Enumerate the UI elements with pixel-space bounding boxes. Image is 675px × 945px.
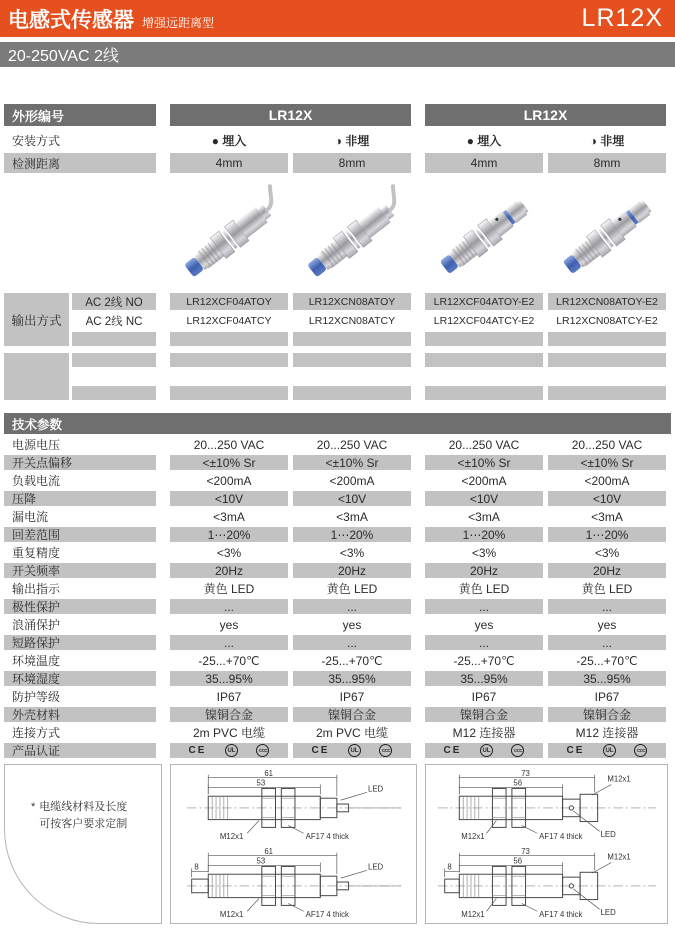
part-number: LR12XCF04ATOY <box>170 293 288 310</box>
spec-value: 1⋯20% <box>548 527 666 542</box>
led-label: LED <box>368 862 384 872</box>
shape-header-row <box>4 104 671 126</box>
spec-value: ... <box>548 599 666 614</box>
ul-mark-icon: UL <box>225 744 238 757</box>
spec-row <box>4 527 671 542</box>
series-bar <box>0 42 675 67</box>
part-number: LR12XCN08ATCY <box>308 314 396 327</box>
spec-row <box>4 671 671 686</box>
spec-value: 35...95% <box>293 671 411 686</box>
spec-value: 35...95% <box>548 671 666 686</box>
spec-label: 电源电压 <box>12 438 61 452</box>
spec-label: 漏电流 <box>12 510 49 524</box>
spec-value: ... <box>425 599 543 614</box>
cable-flush-drawing <box>176 767 411 843</box>
cable-sensor-photo <box>293 183 411 287</box>
spec-value: -25...+70℃ <box>453 653 515 668</box>
spec-value: yes <box>474 617 494 632</box>
spec-value: 20...250 VAC <box>448 437 520 452</box>
spec-value: 20...250 VAC <box>316 437 388 452</box>
spec-value: <3% <box>216 545 242 560</box>
footer-section <box>4 764 671 924</box>
ccc-mark-icon: CCC <box>511 744 524 757</box>
spec-row <box>4 635 671 650</box>
spec-label: 输出指示 <box>12 582 61 596</box>
spec-row <box>4 653 671 668</box>
part-number: LR12XCN08ATCY-E2 <box>556 314 658 327</box>
spec-value: yes <box>597 617 617 632</box>
spec-label: 防护等级 <box>12 690 61 704</box>
empty-label-block <box>4 353 69 400</box>
mounting-value: ◑ 非埋 <box>589 133 625 148</box>
spec-row <box>4 617 671 632</box>
ce-mark-icon: CE <box>566 745 585 756</box>
spec-label: 负载电流 <box>12 474 61 488</box>
spec-value: <10V <box>548 491 666 506</box>
connector-sensor-photo <box>425 183 543 287</box>
dim-body: 56 <box>513 856 523 866</box>
spec-row <box>4 437 671 452</box>
part-number: LR12XCF04ATOY-E2 <box>425 293 543 310</box>
spec-row <box>4 599 671 614</box>
output-mode-label: 输出方式 <box>4 293 69 346</box>
note-bullet: * <box>31 801 36 813</box>
spec-value: 镍铜合金 <box>425 707 543 722</box>
connector-drawing-box <box>425 764 668 924</box>
connector-flush-drawing <box>431 767 662 843</box>
spec-value: 20Hz <box>170 563 288 578</box>
thread-rear-label: M12x1 <box>607 852 631 862</box>
spec-label: 极性保护 <box>4 599 156 614</box>
spec-value: -25...+70℃ <box>576 653 638 668</box>
product-photo-row <box>4 173 671 291</box>
certification-row <box>4 743 671 758</box>
spec-value: IP67 <box>216 689 242 704</box>
dim-body: 53 <box>256 778 266 788</box>
model-number: LR12X <box>581 4 663 32</box>
cable-sensor-photo <box>170 183 288 287</box>
empty-row <box>69 386 671 400</box>
sensing-distance-row <box>4 153 671 173</box>
spec-value: <10V <box>425 491 543 506</box>
spec-value: <3mA <box>213 509 245 524</box>
spec-value: 镍铜合金 <box>170 707 288 722</box>
spec-value: yes <box>219 617 239 632</box>
spec-value: <10V <box>170 491 288 506</box>
spec-label: 外壳材料 <box>4 707 156 722</box>
empty-row <box>69 332 671 346</box>
spec-value: <200mA <box>584 473 630 488</box>
spec-row <box>4 563 671 578</box>
spec-value: ... <box>425 635 543 650</box>
ul-mark-icon: UL <box>603 744 616 757</box>
spec-value: 20...250 VAC <box>193 437 265 452</box>
spec-value: 20...250 VAC <box>571 437 643 452</box>
spec-value: <3mA <box>336 509 368 524</box>
led-label: LED <box>600 830 616 840</box>
wiring-type: AC 2线 NO <box>72 293 156 310</box>
spec-value: -25...+70℃ <box>321 653 383 668</box>
part-number: LR12XCF04ATCY-E2 <box>433 314 535 327</box>
shape-header-label: 外形编号 <box>4 104 156 126</box>
ccc-mark-icon: CCC <box>256 744 269 757</box>
spec-value: 1⋯20% <box>425 527 543 542</box>
spec-value: 35...95% <box>425 671 543 686</box>
wrench-label: AF17 4 thick <box>305 910 349 920</box>
ccc-mark-icon: CCC <box>379 744 392 757</box>
ccc-mark-icon: CCC <box>634 744 647 757</box>
spec-value: ... <box>170 599 288 614</box>
part-number-row-nc <box>69 312 671 329</box>
wiring-type: AC 2线 NC <box>85 315 143 328</box>
ul-mark-icon: UL <box>480 744 493 757</box>
ce-mark-icon: CE <box>443 745 462 756</box>
ce-mark-icon: CE <box>311 745 330 756</box>
spec-value: 2m PVC 电缆 <box>192 726 265 740</box>
spec-label: 开关点偏移 <box>4 455 156 470</box>
spec-value: <3mA <box>468 509 500 524</box>
certification-label: 产品认证 <box>4 743 156 758</box>
note-text: 电缆线材料及长度 可按客户要求定制 <box>39 801 128 831</box>
spec-row <box>4 689 671 704</box>
distance-value: 8mm <box>293 153 411 173</box>
spec-row <box>4 491 671 506</box>
spec-value: 黄色 LED <box>581 582 633 596</box>
led-label: LED <box>368 784 384 794</box>
spec-row <box>4 725 671 740</box>
spec-row <box>4 707 671 722</box>
part-number: LR12XCF04ATCY <box>186 314 272 327</box>
dim-total: 61 <box>264 768 273 778</box>
spec-value: 1⋯20% <box>170 527 288 542</box>
thread-front-label: M12x1 <box>461 910 485 920</box>
dim-total: 61 <box>264 846 273 856</box>
spec-value: <200mA <box>329 473 375 488</box>
spec-value: <10V <box>293 491 411 506</box>
spec-row <box>4 473 671 488</box>
spec-value: ... <box>548 635 666 650</box>
spec-value: <±10% Sr <box>425 455 543 470</box>
spec-value: <200mA <box>461 473 507 488</box>
spec-value: 镍铜合金 <box>293 707 411 722</box>
part-number: LR12XCN08ATOY-E2 <box>548 293 666 310</box>
connector-nonflush-drawing <box>431 845 662 921</box>
mounting-value: ● 埋入 <box>466 133 502 148</box>
series-group-1: LR12X <box>170 104 411 126</box>
spec-value: <±10% Sr <box>548 455 666 470</box>
spec-row <box>4 545 671 560</box>
thread-label: M12x1 <box>219 910 244 920</box>
spec-value: <3% <box>339 545 365 560</box>
spec-value: <3% <box>471 545 497 560</box>
dim-total: 73 <box>521 846 530 856</box>
led-label: LED <box>600 908 616 918</box>
spec-label: 开关频率 <box>4 563 156 578</box>
spec-value: <3mA <box>591 509 623 524</box>
output-mode-section <box>4 293 671 400</box>
mounting-value: ◑ 非埋 <box>334 133 370 148</box>
spec-value: ... <box>170 635 288 650</box>
mounting-label: 安装方式 <box>12 133 61 148</box>
part-number-row-no <box>69 293 671 310</box>
ul-mark-icon: UL <box>348 744 361 757</box>
spec-value: IP67 <box>471 689 497 704</box>
series-group-2: LR12X <box>425 104 666 126</box>
spec-value: M12 连接器 <box>575 726 639 740</box>
thread-label: M12x1 <box>219 832 244 842</box>
series-label: 20-250VAC 2线 <box>8 48 119 65</box>
spec-value: IP67 <box>594 689 620 704</box>
mounting-row <box>4 129 671 151</box>
spec-label: 环境温度 <box>12 654 61 668</box>
dim-body: 56 <box>513 778 523 788</box>
page-subtitle: 增强远距离型 <box>142 16 215 30</box>
wrench-label: AF17 4 thick <box>305 832 349 842</box>
spec-value: 20Hz <box>293 563 411 578</box>
spec-value: <±10% Sr <box>170 455 288 470</box>
title-bar <box>0 0 675 37</box>
spec-row <box>4 455 671 470</box>
mounting-value: ● 埋入 <box>211 133 247 148</box>
connector-sensor-photo <box>548 183 666 287</box>
spec-value: yes <box>342 617 362 632</box>
spec-value: ... <box>293 599 411 614</box>
spec-value: <±10% Sr <box>293 455 411 470</box>
spec-row <box>4 581 671 596</box>
spec-label: 回差范围 <box>4 527 156 542</box>
spec-value: 20Hz <box>425 563 543 578</box>
distance-value: 4mm <box>170 153 288 173</box>
spec-value: 黄色 LED <box>458 582 510 596</box>
cable-drawing-box <box>170 764 417 924</box>
note-box <box>4 764 162 924</box>
wrench-label: AF17 4 thick <box>539 832 583 842</box>
ce-mark-icon: CE <box>188 745 207 756</box>
dim-total: 73 <box>521 768 530 778</box>
spec-row <box>4 509 671 524</box>
spec-label: 连接方式 <box>12 726 61 740</box>
spec-value: M12 连接器 <box>452 726 516 740</box>
wrench-label: AF17 4 thick <box>539 910 583 920</box>
spec-value: ... <box>293 635 411 650</box>
spec-value: 20Hz <box>548 563 666 578</box>
distance-label: 检测距离 <box>4 153 156 173</box>
thread-rear-label: M12x1 <box>607 774 631 784</box>
dim-tip: 8 <box>447 862 452 872</box>
part-number: LR12XCN08ATOY <box>293 293 411 310</box>
spec-value: 1⋯20% <box>293 527 411 542</box>
spec-value: 2m PVC 电缆 <box>315 726 388 740</box>
spec-value: -25...+70℃ <box>198 653 260 668</box>
empty-row <box>69 369 671 384</box>
distance-value: 8mm <box>548 153 666 173</box>
spec-value: IP67 <box>339 689 365 704</box>
cable-nonflush-drawing <box>176 845 411 921</box>
distance-value: 4mm <box>425 153 543 173</box>
page-title: 电感式传感器 <box>8 8 134 32</box>
spec-label: 重复精度 <box>12 546 61 560</box>
selection-table <box>4 104 671 291</box>
empty-row <box>69 353 671 367</box>
spec-label: 环境湿度 <box>4 671 156 686</box>
spec-label: 浪涌保护 <box>12 618 61 632</box>
spec-value: <200mA <box>206 473 252 488</box>
spec-value: 黄色 LED <box>326 582 378 596</box>
spec-value: <3% <box>594 545 620 560</box>
dim-tip: 8 <box>194 862 199 872</box>
spec-value: 镍铜合金 <box>548 707 666 722</box>
dim-body: 53 <box>256 856 266 866</box>
spec-label: 压降 <box>4 491 156 506</box>
tech-params-header: 技术参数 <box>4 413 671 434</box>
spec-value: 黄色 LED <box>203 582 255 596</box>
thread-front-label: M12x1 <box>461 832 485 842</box>
spec-label: 短路保护 <box>4 635 156 650</box>
spec-value: 35...95% <box>170 671 288 686</box>
